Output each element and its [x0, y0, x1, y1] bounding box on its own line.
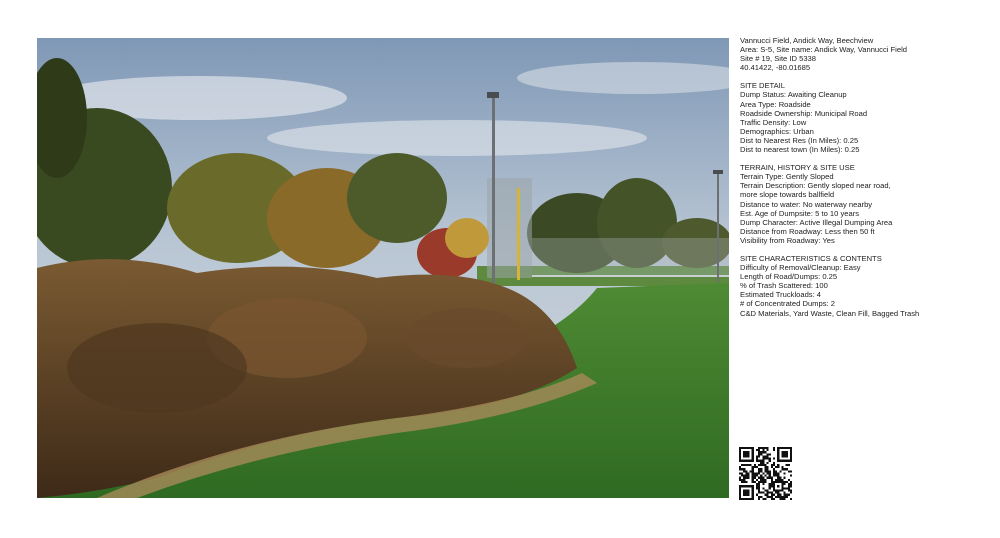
terrain-line: Est. Age of Dumpsite: 5 to 10 years	[740, 208, 860, 218]
terrain-line: more slope towards ballfield	[740, 190, 835, 200]
characteristics-line: Difficulty of Removal/Cleanup: Easy	[740, 263, 861, 273]
terrain-line: Terrain Description: Gently sloped near road,	[740, 181, 891, 191]
site-detail-line: Area Type: Roadside	[740, 99, 811, 109]
characteristics-line: % of Trash Scattered: 100	[740, 281, 828, 291]
site-detail-line: Demographics: Urban	[740, 126, 814, 136]
site-detail-line: Dist to nearest town (In Miles): 0.25	[740, 145, 860, 155]
site-detail-line: Dist to Nearest Res (In Miles): 0.25	[740, 135, 859, 145]
qr-code-icon	[739, 447, 792, 500]
site-detail-heading: SITE DETAIL	[740, 81, 786, 91]
site-detail-line: Dump Status: Awaiting Cleanup	[740, 90, 847, 100]
site-title: Vannucci Field, Andick Way, Beechview	[740, 36, 874, 45]
site-info-panel	[740, 36, 990, 318]
site-coordinates: 40.41422, -80.01685	[740, 63, 811, 73]
characteristics-line: Estimated Truckloads: 4	[740, 290, 822, 300]
characteristics-heading: SITE CHARACTERISTICS & CONTENTS	[740, 253, 882, 263]
characteristics-line: # of Concentrated Dumps: 2	[740, 299, 835, 309]
terrain-line: Distance from Roadway: Less then 50 ft	[740, 226, 875, 236]
terrain-heading: TERRAIN, HISTORY & SITE USE	[740, 163, 855, 173]
terrain-line: Terrain Type: Gently Sloped	[740, 172, 834, 182]
terrain-line: Visibility from Roadway: Yes	[740, 235, 835, 245]
characteristics-line: Length of Road/Dumps: 0.25	[740, 272, 838, 282]
site-detail-line: Traffic Density: Low	[740, 117, 807, 127]
site-detail-line: Roadside Ownership: Municipal Road	[740, 108, 868, 118]
characteristics-line: C&D Materials, Yard Waste, Clean Fill, Bagged Trash	[740, 308, 920, 318]
terrain-line: Dump Character: Active Illegal Dumping Area	[740, 217, 893, 227]
site-area: Area: S-5, Site name: Andick Way, Vannucci Field	[740, 45, 907, 55]
site-photo	[37, 38, 729, 498]
site-id: Site # 19, Site ID 5338	[740, 54, 816, 64]
terrain-line: Distance to water: No waterway nearby	[740, 199, 873, 209]
